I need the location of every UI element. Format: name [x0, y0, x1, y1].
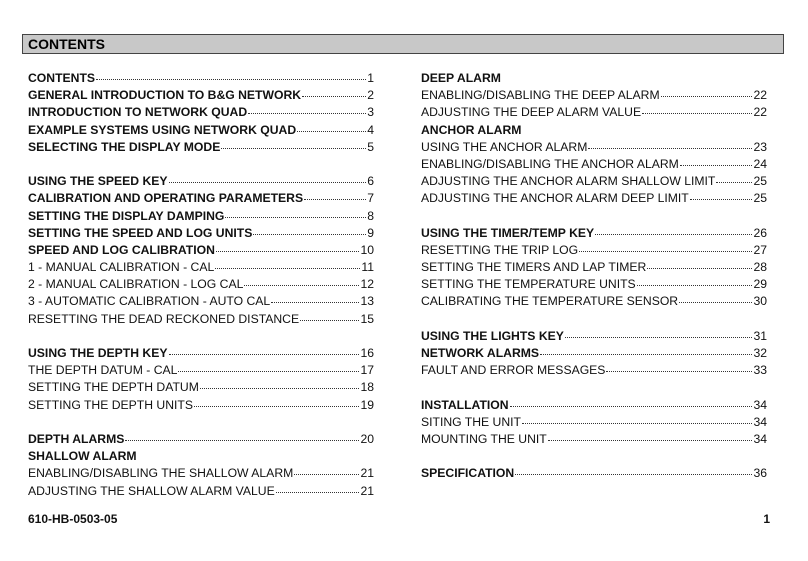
toc-entry-page: 13 [360, 294, 374, 309]
toc-entry-page: 36 [753, 466, 767, 481]
toc-entry[interactable] [28, 225, 374, 242]
toc-leader-dots [300, 310, 359, 321]
toc-entry[interactable] [421, 225, 767, 242]
toc-entry-page: 26 [753, 225, 767, 240]
toc-entry[interactable] [28, 311, 374, 328]
toc-leader-dots [216, 241, 360, 252]
toc-entry-title: USING THE LIGHTS KEY [421, 328, 564, 343]
toc-leader-dots [271, 292, 359, 303]
toc-entry-page: 34 [753, 397, 767, 412]
toc-entry-title: USING THE TIMER/TEMP KEY [421, 225, 595, 240]
toc-entry[interactable] [421, 242, 767, 259]
toc-entry-title: SETTING THE TIMERS AND LAP TIMER [421, 260, 647, 275]
toc-leader-dots [125, 430, 359, 441]
toc-entry-page: 33 [753, 363, 767, 378]
toc-spacer [28, 414, 374, 431]
toc-entry-title: ENABLING/DISABLING THE ANCHOR ALARM [421, 156, 679, 171]
toc-entry[interactable] [28, 104, 374, 121]
toc-entry-title: DEPTH ALARMS [28, 431, 125, 446]
toc-left-column [28, 70, 374, 500]
toc-leader-dots [96, 69, 366, 80]
toc-entry-title: SETTING THE DEPTH UNITS [28, 397, 193, 412]
toc-leader-dots [588, 138, 752, 149]
toc-entry[interactable] [28, 87, 374, 104]
toc-leader-dots [540, 344, 752, 355]
toc-entry[interactable] [421, 173, 767, 190]
toc-entry-title: SETTING THE TEMPERATURE UNITS [421, 277, 636, 292]
toc-spacer [421, 311, 767, 328]
toc-entry-page: 2 [367, 88, 374, 103]
toc-leader-dots [680, 155, 753, 166]
toc-leader-dots [642, 103, 752, 114]
toc-entry-title: ANCHOR ALARM [421, 122, 522, 137]
toc-entry[interactable] [28, 259, 374, 276]
toc-entry-title: CONTENTS [28, 71, 96, 85]
toc-entry[interactable] [421, 293, 767, 310]
toc-leader-dots [690, 189, 753, 200]
toc-entry[interactable] [421, 465, 767, 482]
toc-entry[interactable] [28, 122, 374, 139]
toc-entry-page: 7 [367, 191, 374, 206]
toc-entry-page: 3 [367, 105, 374, 120]
toc-entry[interactable] [421, 139, 767, 156]
toc-entry-title: SELECTING THE DISPLAY MODE [28, 139, 221, 154]
toc-entry[interactable] [421, 156, 767, 173]
toc-entry-title: INTRODUCTION TO NETWORK QUAD [28, 105, 248, 120]
toc-entry-page: 11 [361, 260, 374, 275]
toc-entry[interactable] [28, 139, 374, 156]
toc-leader-dots [244, 275, 359, 286]
toc-entry[interactable] [28, 70, 374, 87]
toc-entry-page: 34 [753, 431, 767, 446]
toc-entry-title: ADJUSTING THE ANCHOR ALARM DEEP LIMIT [421, 191, 689, 206]
toc-entry-page: 23 [753, 139, 767, 154]
page-title: CONTENTS [28, 36, 105, 52]
toc-leader-dots [579, 241, 752, 252]
toc-right-column [421, 70, 767, 483]
toc-entry-page: 8 [367, 208, 374, 223]
toc-entry-title: 2 - MANUAL CALIBRATION - LOG CAL [28, 277, 244, 292]
toc-entry[interactable] [28, 379, 374, 396]
toc-leader-dots [510, 396, 753, 407]
toc-leader-dots [178, 361, 359, 372]
toc-section-heading [28, 448, 374, 465]
toc-entry[interactable] [421, 259, 767, 276]
toc-entry-page: 21 [360, 483, 374, 498]
toc-entry-title: SPEED AND LOG CALIBRATION [28, 242, 215, 257]
toc-entry[interactable] [28, 431, 374, 448]
toc-entry[interactable] [421, 345, 767, 362]
toc-entry-title: RESETTING THE DEAD RECKONED DISTANCE [28, 311, 300, 326]
toc-leader-dots [194, 396, 359, 407]
toc-entry[interactable] [28, 465, 374, 482]
toc-entry-page: 15 [360, 311, 374, 326]
toc-section-heading [421, 70, 767, 87]
toc-entry-page: 32 [753, 346, 767, 360]
toc-entry-page: 16 [360, 346, 374, 360]
toc-entry[interactable] [28, 362, 374, 379]
toc-leader-dots [225, 207, 366, 218]
toc-entry-page: 22 [753, 105, 767, 120]
toc-leader-dots [294, 464, 359, 475]
toc-entry-title: SITING THE UNIT [421, 414, 521, 429]
toc-leader-dots [661, 86, 753, 97]
toc-entry-title: SHALLOW ALARM [28, 449, 137, 464]
toc-entry-title: THE DEPTH DATUM - CAL [28, 363, 178, 378]
toc-entry-page: 29 [753, 277, 767, 292]
toc-entry-page: 10 [360, 242, 374, 257]
contents-header-bar [22, 34, 784, 54]
toc-entry-title: SPECIFICATION [421, 466, 515, 481]
toc-entry-title: EXAMPLE SYSTEMS USING NETWORK QUAD [28, 122, 297, 137]
toc-entry-title: SETTING THE SPEED AND LOG UNITS [28, 225, 253, 240]
toc-entry[interactable] [421, 431, 767, 448]
toc-leader-dots [304, 189, 366, 200]
toc-entry-page: 12 [360, 277, 374, 292]
toc-leader-dots [276, 482, 360, 493]
toc-entry[interactable] [28, 483, 374, 500]
page-number: 1 [763, 512, 770, 526]
toc-leader-dots [637, 275, 753, 286]
toc-leader-dots [522, 413, 752, 424]
toc-entry-page: 17 [360, 363, 374, 378]
toc-entry[interactable] [28, 345, 374, 362]
toc-leader-dots [548, 430, 753, 441]
toc-entry[interactable] [28, 397, 374, 414]
document-number: 610-HB-0503-05 [28, 512, 118, 526]
toc-entry[interactable] [421, 397, 767, 414]
toc-leader-dots [169, 172, 367, 183]
toc-leader-dots [297, 121, 366, 132]
toc-entry-page: 20 [360, 431, 374, 446]
toc-entry[interactable] [28, 190, 374, 207]
toc-entry[interactable] [421, 414, 767, 431]
toc-entry[interactable] [28, 293, 374, 310]
toc-entry-page: 18 [360, 380, 374, 395]
toc-leader-dots [200, 378, 360, 389]
toc-entry-title: 3 - AUTOMATIC CALIBRATION - AUTO CAL [28, 294, 271, 309]
toc-leader-dots [169, 344, 360, 355]
toc-entry-page: 21 [360, 466, 374, 481]
toc-entry[interactable] [421, 276, 767, 293]
toc-entry-page: 28 [753, 260, 767, 275]
toc-leader-dots [595, 224, 752, 235]
toc-entry-title: INSTALLATION [421, 397, 509, 412]
toc-entry-page: 31 [753, 328, 767, 343]
toc-entry-title: MOUNTING THE UNIT [421, 431, 547, 446]
toc-section-heading [421, 122, 767, 139]
toc-leader-dots [515, 464, 752, 475]
toc-entry-title: ENABLING/DISABLING THE SHALLOW ALARM [28, 466, 294, 481]
toc-entry-title: ENABLING/DISABLING THE DEEP ALARM [421, 88, 660, 103]
toc-entry-page: 5 [367, 139, 374, 154]
toc-entry[interactable] [421, 87, 767, 104]
toc-entry[interactable] [28, 242, 374, 259]
toc-leader-dots [606, 361, 752, 372]
toc-spacer [28, 156, 374, 173]
toc-entry-title: ADJUSTING THE ANCHOR ALARM SHALLOW LIMIT [421, 174, 716, 189]
toc-entry-title: DEEP ALARM [421, 71, 501, 85]
toc-entry-title: SETTING THE DISPLAY DAMPING [28, 208, 225, 223]
toc-entry-title: USING THE DEPTH KEY [28, 346, 168, 360]
toc-entry-page: 19 [360, 397, 374, 412]
toc-entry[interactable] [28, 208, 374, 225]
toc-leader-dots [565, 327, 753, 338]
toc-entry-title: USING THE SPEED KEY [28, 174, 168, 189]
toc-entry-page: 25 [753, 191, 767, 206]
toc-entry[interactable] [421, 104, 767, 121]
toc-leader-dots [716, 172, 752, 183]
toc-entry-page: 1 [367, 71, 374, 85]
toc-leader-dots [302, 86, 366, 97]
toc-leader-dots [221, 138, 366, 149]
toc-leader-dots [215, 258, 360, 269]
toc-entry[interactable] [421, 190, 767, 207]
toc-entry-title: CALIBRATING THE TEMPERATURE SENSOR [421, 294, 679, 309]
toc-entry-page: 22 [753, 88, 767, 103]
toc-entry-title: GENERAL INTRODUCTION TO B&G NETWORK [28, 88, 302, 103]
toc-entry[interactable] [421, 362, 767, 379]
toc-leader-dots [647, 258, 752, 269]
toc-spacer [421, 208, 767, 225]
toc-leader-dots [248, 103, 366, 114]
toc-leader-dots [253, 224, 366, 235]
toc-entry-title: 1 - MANUAL CALIBRATION - CAL [28, 260, 215, 275]
toc-entry-page: 27 [753, 242, 767, 257]
toc-entry[interactable] [421, 328, 767, 345]
toc-entry[interactable] [28, 276, 374, 293]
toc-leader-dots [679, 292, 752, 303]
toc-spacer [28, 328, 374, 345]
toc-entry-title: FAULT AND ERROR MESSAGES [421, 363, 606, 378]
toc-entry-page: 24 [753, 156, 767, 171]
toc-entry-title: NETWORK ALARMS [421, 346, 540, 360]
toc-entry-title: RESETTING THE TRIP LOG [421, 242, 579, 257]
toc-entry-title: USING THE ANCHOR ALARM [421, 139, 588, 154]
toc-entry-title: CALIBRATION AND OPERATING PARAMETERS [28, 191, 304, 206]
toc-spacer [421, 379, 767, 396]
toc-entry[interactable] [28, 173, 374, 190]
toc-entry-page: 9 [367, 225, 374, 240]
toc-entry-page: 6 [367, 174, 374, 189]
toc-entry-page: 34 [753, 414, 767, 429]
toc-entry-page: 4 [367, 122, 374, 137]
toc-entry-title: SETTING THE DEPTH DATUM [28, 380, 199, 395]
toc-entry-title: ADJUSTING THE DEEP ALARM VALUE [421, 105, 642, 120]
toc-entry-title: ADJUSTING THE SHALLOW ALARM VALUE [28, 483, 275, 498]
toc-spacer [421, 448, 767, 465]
toc-entry-page: 25 [753, 174, 767, 189]
toc-entry-page: 30 [753, 294, 767, 309]
